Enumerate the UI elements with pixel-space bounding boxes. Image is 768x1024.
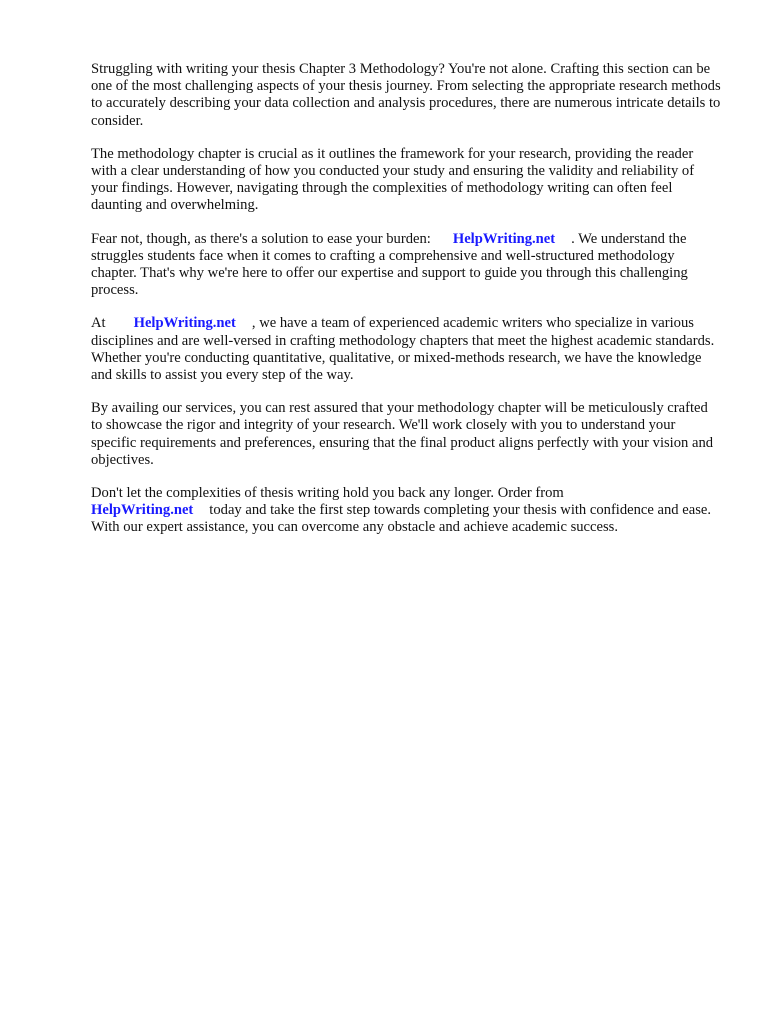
paragraph-team-text-after: , we have a team of experienced academic writers who specialize in various disciplines and are well-versed in crafting methodology chapters that meet the highest academic standards. Whether you're conducting quantitative, qualitative, or mixed-methods research, we have the knowledge and skills to assist you every step of the way. xyxy=(91,315,715,384)
paragraph-order-text-before: Don't let the complexities of thesis writing hold you back any longer. Order from xyxy=(91,485,564,502)
paragraph-solution-text-before: Fear not, though, as there's a solution to ease your burden: xyxy=(91,230,431,247)
paragraph-intro-text: Struggling with writing your thesis Chapter 3 Methodology? You're not alone. Crafting this section can be one of the most challenging aspects of your thesis journey. From selecting the appropriate research methods to accurately describing your data collection and analysis procedures, there are numerous intricate details to consider. xyxy=(91,61,721,129)
paragraph-methodology xyxy=(91,146,721,215)
paragraph-order xyxy=(91,485,721,537)
paragraph-intro xyxy=(91,61,721,130)
paragraph-order-text-after: today and take the first step towards completing your thesis with confidence and ease. With our expert assistance, you can overcome any obstacle and achieve academic success. xyxy=(91,502,712,536)
paragraph-team-text-before: At xyxy=(91,315,106,332)
document-body xyxy=(91,61,721,553)
helpwriting-link-1[interactable]: HelpWriting.net xyxy=(452,230,556,247)
helpwriting-link-2[interactable]: HelpWriting.net xyxy=(133,315,236,332)
paragraph-team xyxy=(91,315,721,384)
paragraph-services-text: By availing our services, you can rest assured that your methodology chapter will be meticulously crafted to showcase the rigor and integrity of your research. We'll work closely with you to understand your specific requirements and preferences, ensuring that the final product aligns perfectly with your vision and objectives. xyxy=(91,400,714,468)
helpwriting-link-3[interactable]: HelpWriting.net xyxy=(91,502,194,519)
paragraph-solution xyxy=(91,231,721,300)
paragraph-methodology-text: The methodology chapter is crucial as it outlines the framework for your research, providing the reader with a clear understanding of how you conducted your study and ensuring the validity and reliability of your findings. However, navigating through the complexities of methodology writing can often feel daunting and overwhelming. xyxy=(91,145,695,214)
paragraph-services xyxy=(91,400,721,469)
paragraph-solution-text-after: . We understand the struggles students face when it comes to crafting a comprehensive and well-structured methodology chapter. That's why we're here to offer our expertise and support to guide you through this challenging process. xyxy=(91,230,688,299)
